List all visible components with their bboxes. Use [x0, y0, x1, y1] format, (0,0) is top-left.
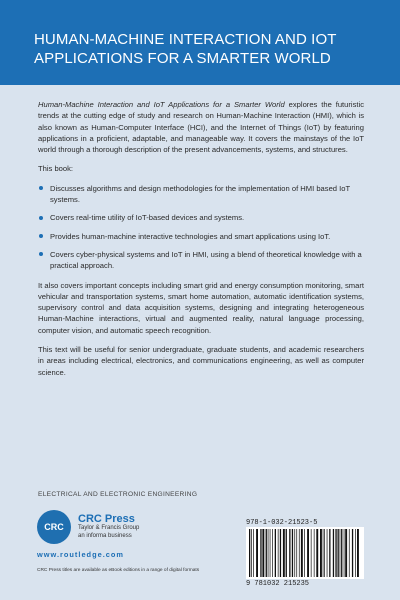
publisher-group: Taylor & Francis Group [78, 525, 140, 531]
subject-category: ELECTRICAL AND ELECTRONIC ENGINEERING [38, 491, 198, 498]
barcode-icon [246, 527, 364, 579]
publisher-name: CRC Press [78, 513, 135, 525]
list-item-text: Provides human-machine interactive technologies and smart applications using IoT. [50, 231, 331, 241]
description-block [38, 99, 364, 386]
list-item-text: Covers cyber-physical systems and IoT in HMI, using a blend of theoretical knowledge with a practical approach. [50, 249, 362, 271]
intro-paragraph [38, 99, 364, 155]
publisher-block [78, 513, 139, 540]
list-item [38, 183, 364, 206]
ebook-note: CRC Press titles are available as eBook editions in a range of digital formats [37, 568, 200, 573]
audience-paragraph: This text will be useful for senior undergraduate, graduate students, and academic researchers in areas including electrical, electronics, and communications engineering, as well as computer science. [38, 345, 364, 377]
book-title: HUMAN-MACHINE INTERACTION AND IOT APPLICATIONS FOR A SMARTER WORLD [34, 31, 337, 67]
list-item [38, 249, 364, 272]
isbn: 978-1-032-21523-5 [246, 519, 318, 527]
list-item [38, 231, 364, 242]
barcode [246, 527, 364, 579]
barcode-number: 9 781032 215235 [246, 580, 310, 588]
list-item-text: Discusses algorithms and design methodologies for the implementation of HMI based IoT systems. [50, 183, 350, 205]
bullet-icon [39, 216, 43, 220]
publisher-tagline: an informa business [78, 532, 132, 539]
crc-logo-icon: CRC [37, 510, 71, 544]
list-item [38, 212, 364, 223]
feature-list [38, 183, 364, 272]
bullet-icon [39, 252, 43, 256]
publisher-website[interactable]: www.routledge.com [37, 550, 124, 559]
concepts-paragraph: It also covers important concepts including smart grid and energy consumption monitoring, smart vehicular and transportation systems, smart home automation, automatic identification systems, supervisory control and data acquisition systems, designing and integrating heterogeneous Human-Machine interactions, virtual and augmented reality, natural language processing, computer vision, and automatic speech recognition. [38, 280, 364, 335]
intro-book-name: Human-Machine Interaction and IoT Applications for a Smarter World [38, 100, 285, 109]
bullet-icon [39, 186, 43, 190]
this-book-label: This book: [38, 164, 74, 174]
list-item-text: Covers real-time utility of IoT-based devices and systems. [50, 213, 245, 223]
bullet-icon [39, 234, 43, 238]
intro-text: explores the futuristic trends at the cutting edge of study and research on Human-Machine Interaction (HMI), which is also known as Human-Computer Interface (HCI), and the Internet of Things (IoT) by featuring applications in a proficient, adaptable, and manageable way. It covers the mainstays of the IoT world through a thorough description of the present advancements, systems, and structures. [38, 100, 364, 155]
